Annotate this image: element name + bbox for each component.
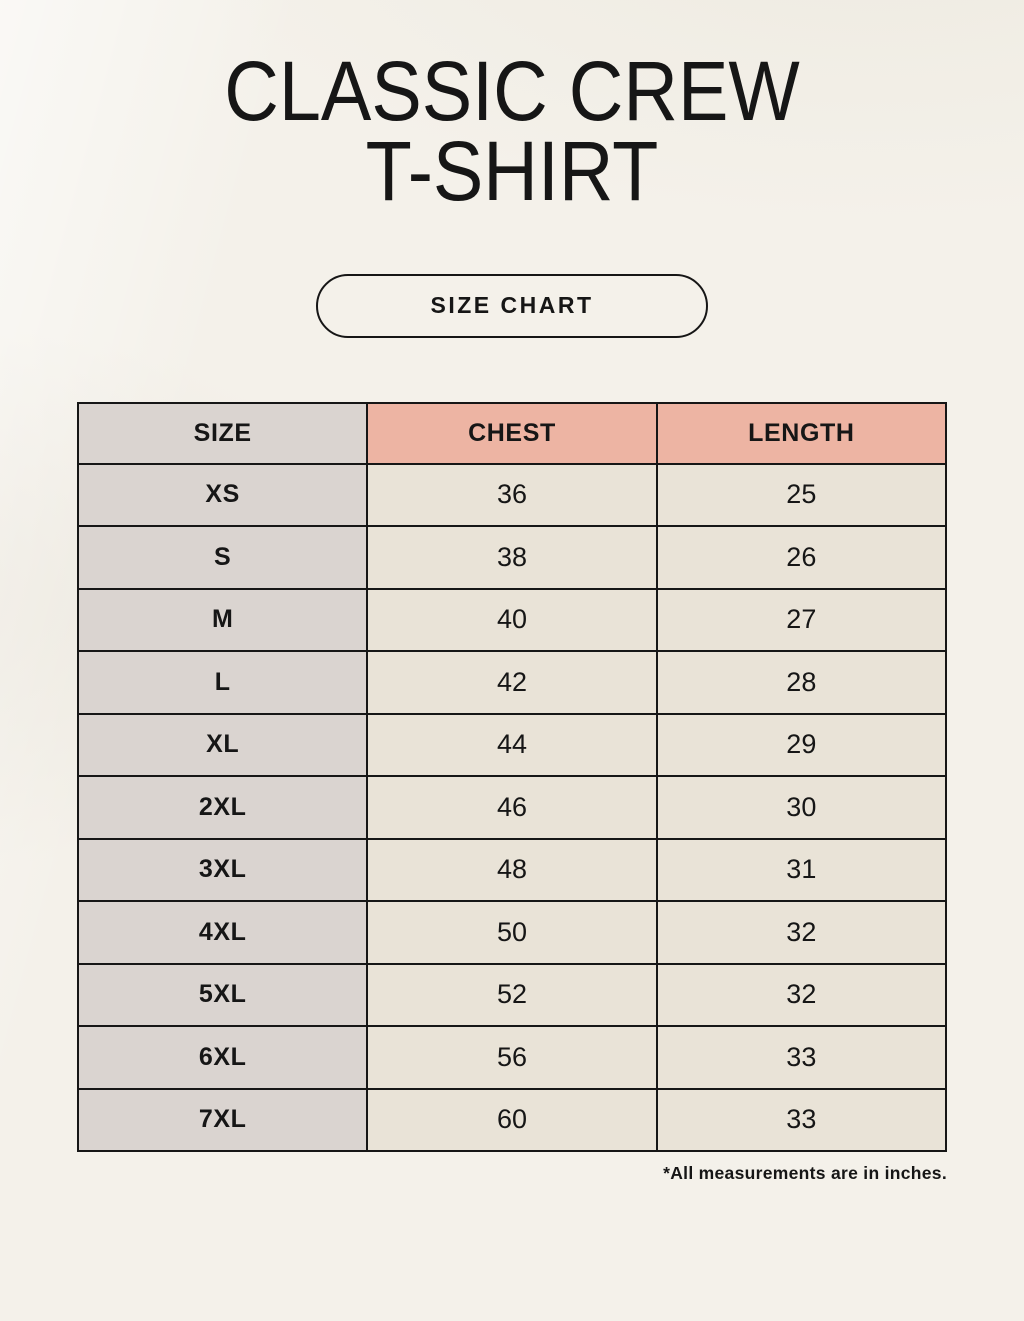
size-cell: XL <box>78 714 367 777</box>
size-cell: L <box>78 651 367 714</box>
table-row <box>78 714 946 777</box>
length-cell: 31 <box>657 839 946 902</box>
chest-cell: 48 <box>367 839 656 902</box>
length-cell: 25 <box>657 464 946 527</box>
chest-cell: 40 <box>367 589 656 652</box>
table-row <box>78 464 946 527</box>
size-chart-table <box>77 402 947 1153</box>
size-cell: 4XL <box>78 901 367 964</box>
chest-cell: 52 <box>367 964 656 1027</box>
size-cell: 7XL <box>78 1089 367 1152</box>
page-title-line2: T-SHIRT <box>365 123 659 218</box>
size-cell: 5XL <box>78 964 367 1027</box>
table-row <box>78 651 946 714</box>
length-cell: 29 <box>657 714 946 777</box>
length-cell: 32 <box>657 901 946 964</box>
table-row <box>78 839 946 902</box>
chest-cell: 44 <box>367 714 656 777</box>
page-title <box>51 0 973 218</box>
table-row <box>78 901 946 964</box>
chest-cell: 60 <box>367 1089 656 1152</box>
length-cell: 26 <box>657 526 946 589</box>
table-header-row <box>78 403 946 464</box>
size-cell: XS <box>78 464 367 527</box>
chest-cell: 38 <box>367 526 656 589</box>
table-row <box>78 1089 946 1152</box>
measurements-footnote: *All measurements are in inches. <box>663 1163 947 1184</box>
chest-cell: 42 <box>367 651 656 714</box>
page-title-line1: CLASSIC CREW <box>224 44 800 138</box>
size-cell: 3XL <box>78 839 367 902</box>
table-row <box>78 589 946 652</box>
size-cell: S <box>78 526 367 589</box>
column-header-length: LENGTH <box>657 403 946 464</box>
length-cell: 28 <box>657 651 946 714</box>
column-header-size: SIZE <box>78 403 367 464</box>
size-cell: M <box>78 589 367 652</box>
column-header-chest: CHEST <box>367 403 656 464</box>
size-chart-button[interactable]: SIZE CHART <box>316 274 708 338</box>
chest-cell: 36 <box>367 464 656 527</box>
length-cell: 33 <box>657 1026 946 1089</box>
length-cell: 27 <box>657 589 946 652</box>
length-cell: 30 <box>657 776 946 839</box>
size-cell: 6XL <box>78 1026 367 1089</box>
table-row <box>78 526 946 589</box>
chest-cell: 56 <box>367 1026 656 1089</box>
table-row <box>78 776 946 839</box>
chest-cell: 46 <box>367 776 656 839</box>
size-cell: 2XL <box>78 776 367 839</box>
table-row <box>78 1026 946 1089</box>
length-cell: 32 <box>657 964 946 1027</box>
table-row <box>78 964 946 1027</box>
length-cell: 33 <box>657 1089 946 1152</box>
chest-cell: 50 <box>367 901 656 964</box>
